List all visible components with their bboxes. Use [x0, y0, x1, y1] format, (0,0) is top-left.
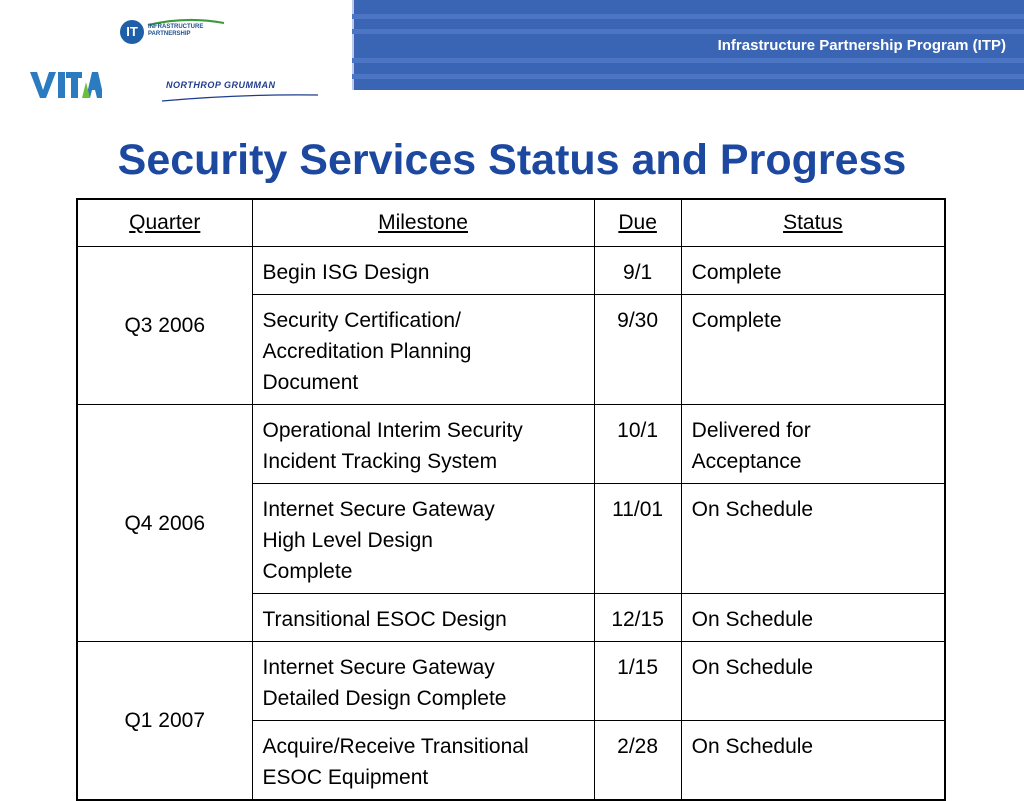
milestone-cell: Internet Secure Gateway Detailed Design Complete — [252, 642, 594, 721]
milestone-cell: Internet Secure Gateway High Level Design Complete — [252, 484, 594, 594]
due-cell: 12/15 — [594, 594, 681, 642]
due-cell: 11/01 — [594, 484, 681, 594]
banner-stripe — [352, 29, 1024, 34]
vita-logo — [30, 72, 102, 98]
due-cell: 9/30 — [594, 295, 681, 405]
status-cell: On Schedule — [681, 642, 945, 721]
page-title: Security Services Status and Progress — [117, 136, 907, 184]
itp-logo — [120, 18, 230, 48]
header-banner — [352, 0, 1024, 90]
status-table — [76, 198, 946, 801]
due-cell: 2/28 — [594, 721, 681, 801]
table-row — [77, 247, 945, 295]
itp-logo-text: INFRASTRUCTURE PARTNERSHIP — [148, 24, 204, 37]
status-cell: On Schedule — [681, 721, 945, 801]
header-status: Status — [681, 199, 945, 247]
milestone-cell: Security Certification/ Accreditation Planning Document — [252, 295, 594, 405]
header-milestone: Milestone — [252, 199, 594, 247]
quarter-cell: Q4 2006 — [77, 405, 252, 642]
milestone-cell: Transitional ESOC Design — [252, 594, 594, 642]
status-cell: Complete — [681, 295, 945, 405]
itp-logo-mark: IT — [120, 20, 144, 44]
table-body — [77, 247, 945, 801]
quarter-cell: Q1 2007 — [77, 642, 252, 801]
banner-stripe — [352, 74, 1024, 79]
status-cell: Delivered for Acceptance — [681, 405, 945, 484]
banner-stripe — [352, 58, 1024, 63]
header-due: Due — [594, 199, 681, 247]
status-cell: On Schedule — [681, 484, 945, 594]
milestone-cell: Operational Interim Security Incident Tracking System — [252, 405, 594, 484]
northrop-grumman-logo: NORTHROP GRUMMAN — [166, 80, 276, 90]
status-cell: On Schedule — [681, 594, 945, 642]
program-title: Infrastructure Partnership Program (ITP) — [717, 37, 1006, 54]
table-row — [77, 642, 945, 721]
quarter-cell: Q3 2006 — [77, 247, 252, 405]
table-header-row — [77, 199, 945, 247]
milestone-cell: Begin ISG Design — [252, 247, 594, 295]
milestone-cell: Acquire/Receive Transitional ESOC Equipment — [252, 721, 594, 801]
due-cell: 10/1 — [594, 405, 681, 484]
status-cell: Complete — [681, 247, 945, 295]
northrop-swoosh-icon — [160, 92, 320, 102]
banner-stripe — [352, 14, 1024, 19]
table-row — [77, 405, 945, 484]
due-cell: 9/1 — [594, 247, 681, 295]
header-quarter: Quarter — [77, 199, 252, 247]
due-cell: 1/15 — [594, 642, 681, 721]
